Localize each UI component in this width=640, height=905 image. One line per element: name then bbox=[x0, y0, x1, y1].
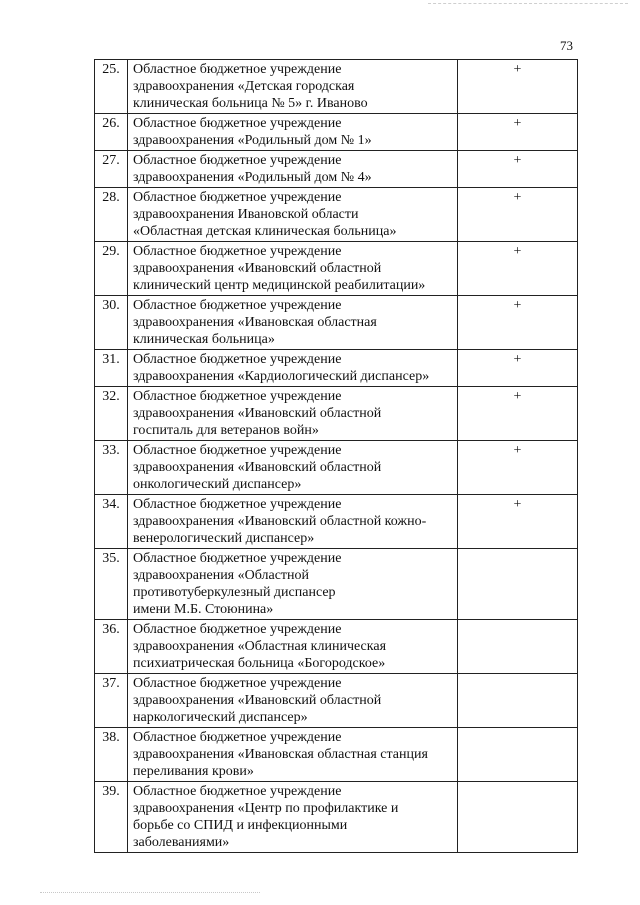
participation-mark: + bbox=[458, 495, 578, 549]
institution-name: Областное бюджетное учреждение здравоохранения Ивановской области «Областная детская клиническая больница» bbox=[128, 188, 458, 242]
participation-mark: + bbox=[458, 114, 578, 151]
table-row bbox=[95, 60, 578, 114]
participation-mark bbox=[458, 728, 578, 782]
participation-mark: + bbox=[458, 60, 578, 114]
table-row bbox=[95, 620, 578, 674]
participation-mark bbox=[458, 782, 578, 853]
row-number: 25. bbox=[95, 60, 128, 114]
participation-mark: + bbox=[458, 441, 578, 495]
table-row bbox=[95, 114, 578, 151]
institution-name: Областное бюджетное учреждение здравоохранения «Ивановский областной госпиталь для ветеранов войн» bbox=[128, 387, 458, 441]
table-row bbox=[95, 782, 578, 853]
participation-mark bbox=[458, 674, 578, 728]
row-number: 32. bbox=[95, 387, 128, 441]
participation-mark bbox=[458, 620, 578, 674]
institution-name: Областное бюджетное учреждение здравоохранения «Кардиологический диспансер» bbox=[128, 350, 458, 387]
table-row bbox=[95, 441, 578, 495]
row-number: 33. bbox=[95, 441, 128, 495]
scan-artifact-top bbox=[428, 3, 628, 4]
participation-mark: + bbox=[458, 387, 578, 441]
row-number: 36. bbox=[95, 620, 128, 674]
row-number: 27. bbox=[95, 151, 128, 188]
institutions-table bbox=[94, 59, 578, 853]
row-number: 31. bbox=[95, 350, 128, 387]
table-row bbox=[95, 549, 578, 620]
table-row bbox=[95, 387, 578, 441]
table-row bbox=[95, 296, 578, 350]
scan-artifact-bottom bbox=[40, 892, 260, 893]
row-number: 26. bbox=[95, 114, 128, 151]
participation-mark: + bbox=[458, 350, 578, 387]
row-number: 34. bbox=[95, 495, 128, 549]
row-number: 30. bbox=[95, 296, 128, 350]
institution-name: Областное бюджетное учреждение здравоохранения «Ивановская областная станция переливания крови» bbox=[128, 728, 458, 782]
table-row bbox=[95, 242, 578, 296]
page-number: 73 bbox=[560, 38, 573, 53]
table-row bbox=[95, 674, 578, 728]
institution-name: Областное бюджетное учреждение здравоохранения «Детская городская клиническая больница № 5» г. Иваново bbox=[128, 60, 458, 114]
table-row bbox=[95, 728, 578, 782]
row-number: 35. bbox=[95, 549, 128, 620]
institution-name: Областное бюджетное учреждение здравоохранения «Ивановский областной кожно- венерологический диспансер» bbox=[128, 495, 458, 549]
institution-name: Областное бюджетное учреждение здравоохранения «Областной противотуберкулезный диспансер имени М.Б. Стоюнина» bbox=[128, 549, 458, 620]
row-number: 37. bbox=[95, 674, 128, 728]
institution-name: Областное бюджетное учреждение здравоохранения «Ивановский областной клинический центр медицинской реабилитации» bbox=[128, 242, 458, 296]
institution-name: Областное бюджетное учреждение здравоохранения «Ивановский областной наркологический диспансер» bbox=[128, 674, 458, 728]
participation-mark: + bbox=[458, 296, 578, 350]
row-number: 38. bbox=[95, 728, 128, 782]
row-number: 29. bbox=[95, 242, 128, 296]
participation-mark: + bbox=[458, 188, 578, 242]
participation-mark: + bbox=[458, 242, 578, 296]
institution-name: Областное бюджетное учреждение здравоохранения «Родильный дом № 1» bbox=[128, 114, 458, 151]
row-number: 39. bbox=[95, 782, 128, 853]
row-number: 28. bbox=[95, 188, 128, 242]
institution-name: Областное бюджетное учреждение здравоохранения «Ивановская областная клиническая больница» bbox=[128, 296, 458, 350]
table-row bbox=[95, 495, 578, 549]
table-row bbox=[95, 188, 578, 242]
participation-mark: + bbox=[458, 151, 578, 188]
participation-mark bbox=[458, 549, 578, 620]
table-row bbox=[95, 350, 578, 387]
institution-name: Областное бюджетное учреждение здравоохранения «Родильный дом № 4» bbox=[128, 151, 458, 188]
institution-name: Областное бюджетное учреждение здравоохранения «Областная клиническая психиатрическая больница «Богородское» bbox=[128, 620, 458, 674]
institution-name: Областное бюджетное учреждение здравоохранения «Ивановский областной онкологический диспансер» bbox=[128, 441, 458, 495]
table-row bbox=[95, 151, 578, 188]
institution-name: Областное бюджетное учреждение здравоохранения «Центр по профилактике и борьбе со СПИД и инфекционными заболеваниями» bbox=[128, 782, 458, 853]
